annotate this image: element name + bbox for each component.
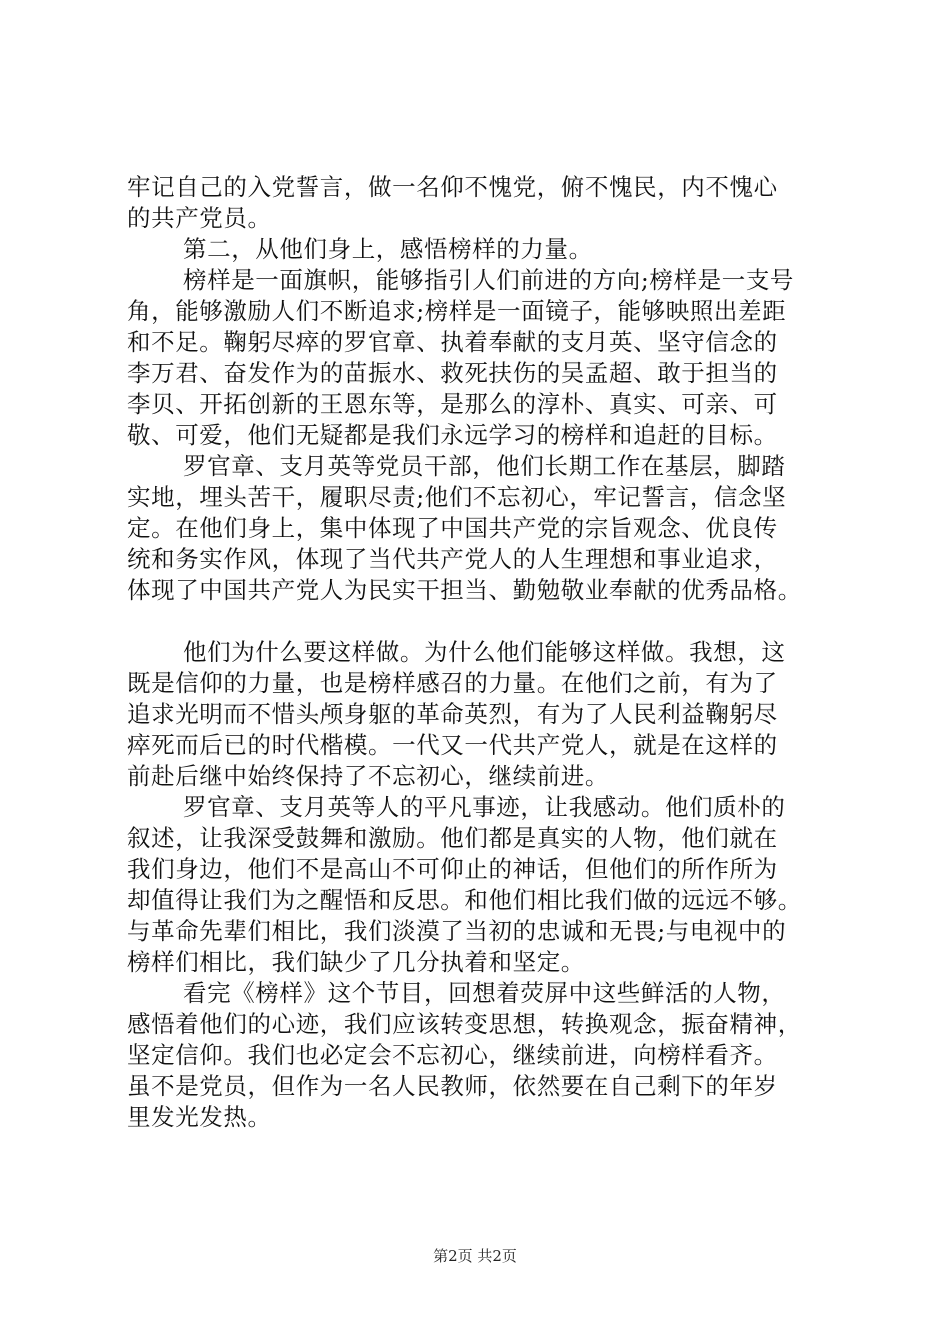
text-line: 既是信仰的力量，也是榜样感召的力量。在他们之前，有为了 xyxy=(127,669,778,697)
text-line: 李万君、奋发作为的苗振水、救死扶伤的吴孟超、敢于担当的 xyxy=(127,359,778,387)
text-line: 虽不是党员，但作为一名人民教师，依然要在自己剩下的年岁 xyxy=(127,1072,778,1100)
text-line: 我们身边，他们不是高山不可仰止的神话，但他们的所作所为 xyxy=(127,855,778,883)
text-line: 定。在他们身上，集中体现了中国共产党的宗旨观念、优良传 xyxy=(127,514,778,542)
text-line: 叙述，让我深受鼓舞和激励。他们都是真实的人物，他们就在 xyxy=(127,824,778,852)
paragraph-gap xyxy=(127,606,853,637)
text-line: 体现了中国共产党人为民实干担当、勤勉敬业奉献的优秀品格。 xyxy=(127,576,802,604)
text-line: 敬、可爱，他们无疑都是我们永远学习的榜样和追赶的目标。 xyxy=(127,421,778,449)
document-body xyxy=(127,172,853,1133)
text-line: 感悟着他们的心迹，我们应该转变思想，转换观念，振奋精神， xyxy=(127,1010,802,1038)
text-line: 与革命先辈们相比，我们淡漠了当初的忠诚和无畏;与电视中的 xyxy=(127,917,787,945)
text-line: 瘁死而后已的时代楷模。一代又一代共产党人，就是在这样的 xyxy=(127,731,778,759)
text-line: 统和务实作风，体现了当代共产党人的人生理想和事业追求， xyxy=(127,545,778,573)
text-line: 牢记自己的入党誓言，做一名仰不愧党，俯不愧民，内不愧心 xyxy=(127,173,778,201)
text-line: 看完《榜样》这个节目，回想着荧屏中这些鲜活的人物， xyxy=(183,979,786,1007)
text-line: 却值得让我们为之醒悟和反思。和他们相比我们做的远远不够。 xyxy=(127,886,802,914)
text-line: 坚定信仰。我们也必定会不忘初心，继续前进，向榜样看齐。 xyxy=(127,1041,778,1069)
text-line: 李贝、开拓创新的王恩东等，是那么的淳朴、真实、可亲、可 xyxy=(127,390,778,418)
text-line: 和不足。鞠躬尽瘁的罗官章、执着奉献的支月英、坚守信念的 xyxy=(127,328,778,356)
section-heading: 第二，从他们身上，感悟榜样的力量。 xyxy=(183,235,593,263)
text-line: 的共产党员。 xyxy=(127,204,272,232)
text-line: 榜样们相比，我们缺少了几分执着和坚定。 xyxy=(127,948,585,976)
text-line: 角，能够激励人们不断追求;榜样是一面镜子，能够映照出差距 xyxy=(127,297,787,325)
text-line: 前赴后继中始终保持了不忘初心，继续前进。 xyxy=(127,762,609,790)
text-line: 追求光明而不惜头颅身躯的革命英烈，有为了人民利益鞠躬尽 xyxy=(127,700,778,728)
text-line: 罗官章、支月英等党员干部，他们长期工作在基层，脚踏 xyxy=(183,452,786,480)
text-line: 榜样是一面旗帜，能够指引人们前进的方向;榜样是一支号 xyxy=(183,266,795,294)
text-line: 实地，埋头苦干，履职尽责;他们不忘初心，牢记誓言，信念坚 xyxy=(127,483,787,511)
text-line: 他们为什么要这样做。为什么他们能够这样做。我想，这 xyxy=(183,638,786,666)
page-number-footer: 第2页 共2页 xyxy=(433,1247,517,1265)
text-line: 罗官章、支月英等人的平凡事迹，让我感动。他们质朴的 xyxy=(183,793,786,821)
text-line: 里发光发热。 xyxy=(127,1103,272,1131)
